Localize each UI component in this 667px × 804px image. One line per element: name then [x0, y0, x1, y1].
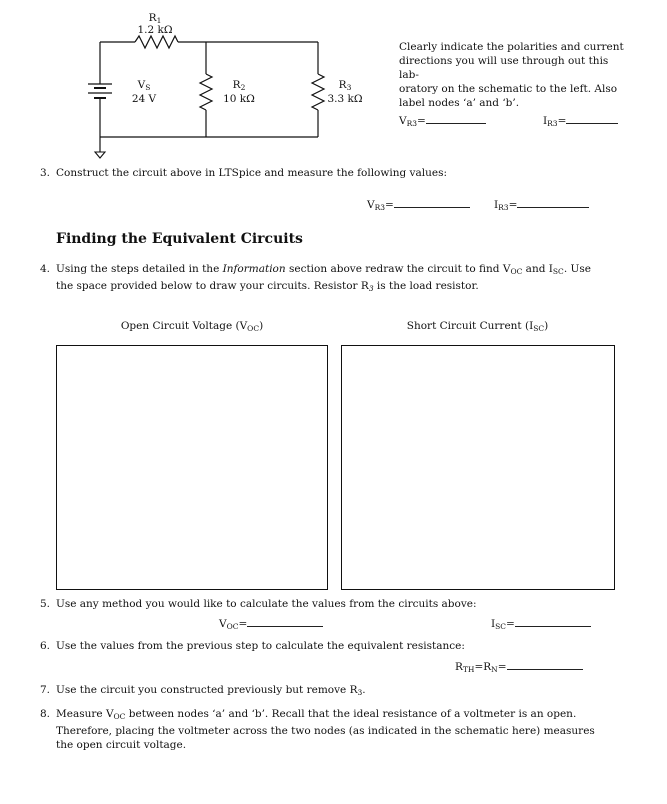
ground-symbol	[95, 152, 105, 158]
r2-zigzag	[200, 74, 212, 110]
isc-field: $I_{SC}=$	[491, 616, 591, 634]
r1-label: $R_1$	[148, 12, 162, 25]
step-8: 8. Measure $V_{OC}$ between nodes ‘a’ and ‘b’. Recall that the ideal resistance of a voltmeter is an open. Therefore, placing the voltmeter across the two nodes (as indicated in the schematic here) measures the open circuit voltage.	[40, 708, 595, 751]
vr3-blank-step3[interactable]	[394, 197, 470, 208]
step-5: 5. Use any method you would like to calculate the values from the circuits above:	[40, 598, 477, 610]
ir3-field-top: $I_{R3}=$	[543, 113, 618, 131]
circuit-schematic	[0, 0, 380, 165]
r1-zigzag	[135, 36, 178, 48]
instruction-line-4: label nodes ‘a’ and ‘b’.	[399, 97, 520, 109]
short-circuit-drawing-box[interactable]	[341, 345, 615, 590]
vr3-field-top: $V_{R3}=$	[399, 113, 486, 131]
rth-rn-field: $R_{TH}=R_N=$	[455, 659, 583, 677]
r2-value: 10 kΩ	[223, 93, 255, 105]
vs-label: $V_S$	[137, 79, 151, 92]
section-title: Finding the Equivalent Circuits	[56, 231, 303, 247]
instruction-line-2: directions you will use through out this lab-	[399, 55, 609, 81]
vr3-blank-top[interactable]	[426, 113, 486, 124]
ir3-blank-step3[interactable]	[517, 197, 589, 208]
open-circuit-drawing-box[interactable]	[56, 345, 328, 590]
ir3-field-step3: $I_{R3}=$	[494, 197, 589, 215]
rth-blank[interactable]	[507, 659, 583, 670]
r1-value: 1.2 kΩ	[137, 24, 173, 36]
voc-blank[interactable]	[247, 616, 323, 627]
step-7: 7. Use the circuit you constructed previously but remove $R_3$.	[40, 684, 366, 697]
short-circuit-title: Short Circuit Current $(I_{SC})$	[406, 320, 549, 333]
vr3-field-step3: $V_{R3}=$	[367, 197, 470, 215]
step-6: 6. Use the values from the previous step to calculate the equivalent resistance:	[40, 640, 465, 652]
step-4: 4. Using the steps detailed in the Information section above redraw the circuit to find $V_{OC}$ and $I_{SC}$. Use the space provided below to draw your circuits. Resistor $R_3$ is the load resistor.	[40, 263, 591, 293]
r2-label: $R_2$	[232, 79, 246, 92]
vs-value: 24 V	[131, 93, 157, 105]
r3-value: 3.3 kΩ	[327, 93, 363, 105]
r3-label: $R_3$	[338, 79, 352, 92]
ir3-blank-top[interactable]	[566, 113, 618, 124]
voc-field: $V_{OC}=$	[219, 616, 323, 634]
instruction-line-1: Clearly indicate the polarities and current	[399, 41, 624, 53]
open-circuit-title: Open Circuit Voltage $(V_{OC})$	[120, 320, 264, 333]
isc-blank[interactable]	[515, 616, 591, 627]
instruction-line-3: oratory on the schematic to the left. Also	[399, 83, 618, 95]
step-3: 3. Construct the circuit above in LTSpice and measure the following values:	[40, 167, 447, 179]
schematic-instructions	[399, 40, 629, 110]
